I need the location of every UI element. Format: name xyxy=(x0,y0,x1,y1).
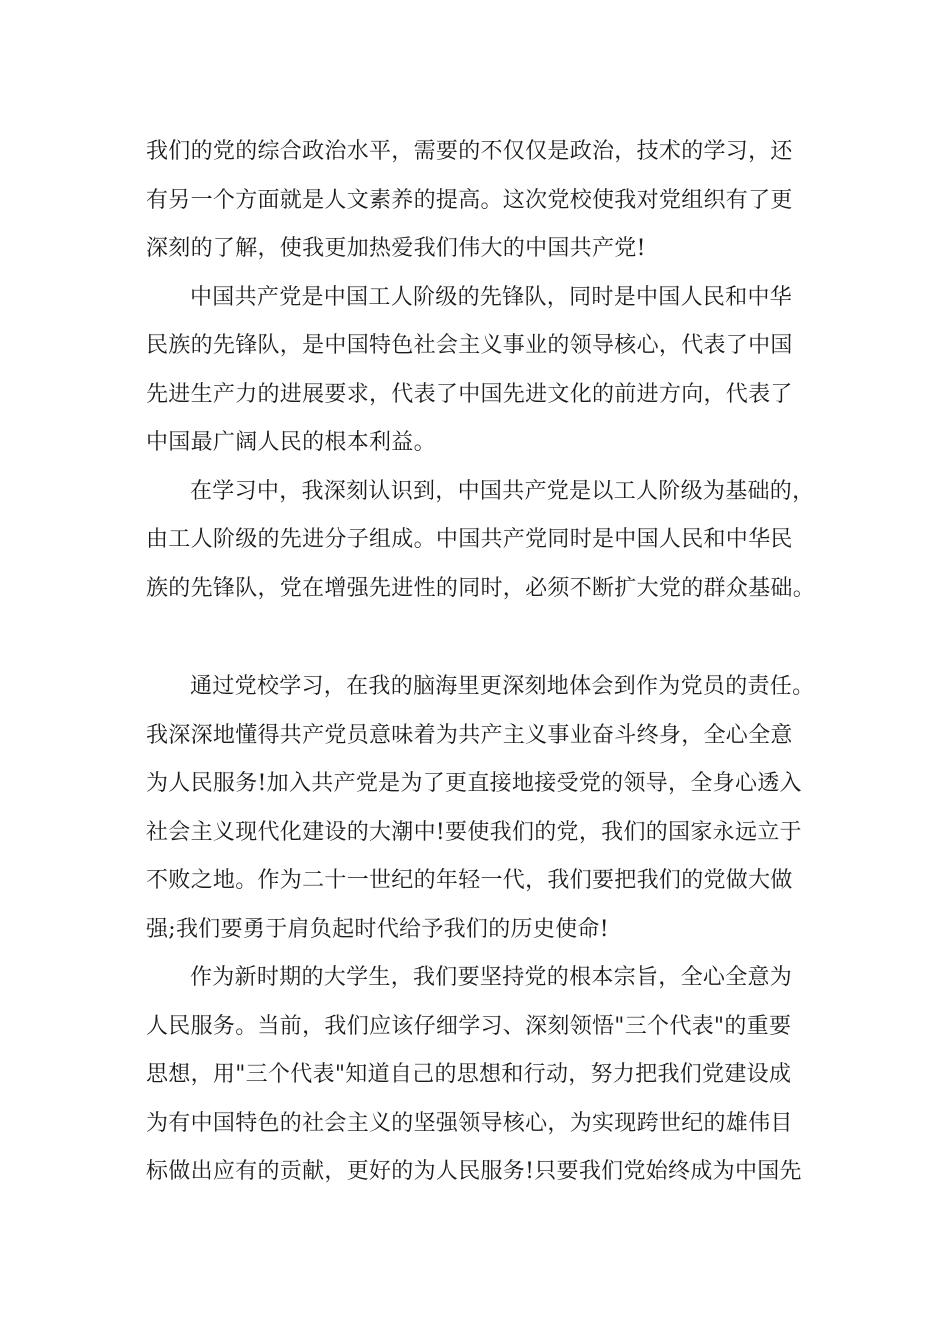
text-line: 人民服务。当前，我们应该仔细学习、深刻领悟"三个代表"的重要 xyxy=(146,1013,792,1039)
text-line: 民族的先锋队，是中国特色社会主义事业的领导核心，代表了中国 xyxy=(146,333,793,358)
text-line: 为有中国特色的社会主义的坚强领导核心，为实现跨世纪的雄伟目 xyxy=(146,1110,793,1136)
text-line: 标做出应有的贡献，更好的为人民服务!只要我们党始终成为中国先 xyxy=(146,1159,802,1184)
text-block-1 xyxy=(146,128,816,613)
paragraph-first-line: 在学习中，我深刻认识到，中国共产党是以工人阶级为基础的， xyxy=(190,478,815,504)
text-line: 我深深地懂得共产党员意味着为共产主义事业奋斗终身，全心全意 xyxy=(146,722,793,748)
text-line: 为人民服务!加入共产党是为了更直接地接受党的领导，全身心透入 xyxy=(146,771,802,796)
text-line: 思想，用"三个代表"知道自己的思想和行动，努力把我们党建设成 xyxy=(146,1062,792,1087)
text-line: 我们的党的综合政治水平，需要的不仅仅是政治，技术的学习，还 xyxy=(146,139,793,164)
text-line: 中国最广阔人民的根本利益。 xyxy=(146,430,436,455)
text-line: 强;我们要勇于肩负起时代给予我们的历史使命! xyxy=(146,916,609,942)
text-block-2 xyxy=(146,663,816,1197)
paragraph-first-line: 作为新时期的大学生，我们要坚持党的根本宗旨，全心全意为 xyxy=(190,965,793,990)
text-line: 社会主义现代化建设的大潮中!要使我们的党，我们的国家永远立于 xyxy=(146,819,802,845)
paragraph-first-line: 中国共产党是中国工人阶级的先锋队，同时是中国人民和中华 xyxy=(190,284,793,310)
text-line: 族的先锋队，党在增强先进性的同时，必须不断扩大党的群众基础。 xyxy=(146,575,816,601)
text-line: 有另一个方面就是人文素养的提高。这次党校使我对党组织有了更 xyxy=(146,187,793,213)
paragraph-first-line: 通过党校学习，在我的脑海里更深刻地体会到作为党员的责任。 xyxy=(190,674,815,699)
text-line: 由工人阶级的先进分子组成。中国共产党同时是中国人民和中华民 xyxy=(146,527,793,552)
text-line: 先进生产力的进展要求，代表了中国先进文化的前进方向，代表了 xyxy=(146,381,793,407)
text-line: 深刻的了解，使我更加热爱我们伟大的中国共产党! xyxy=(146,236,646,261)
text-line: 不败之地。作为二十一世纪的年轻一代，我们要把我们的党做大做 xyxy=(146,868,793,893)
